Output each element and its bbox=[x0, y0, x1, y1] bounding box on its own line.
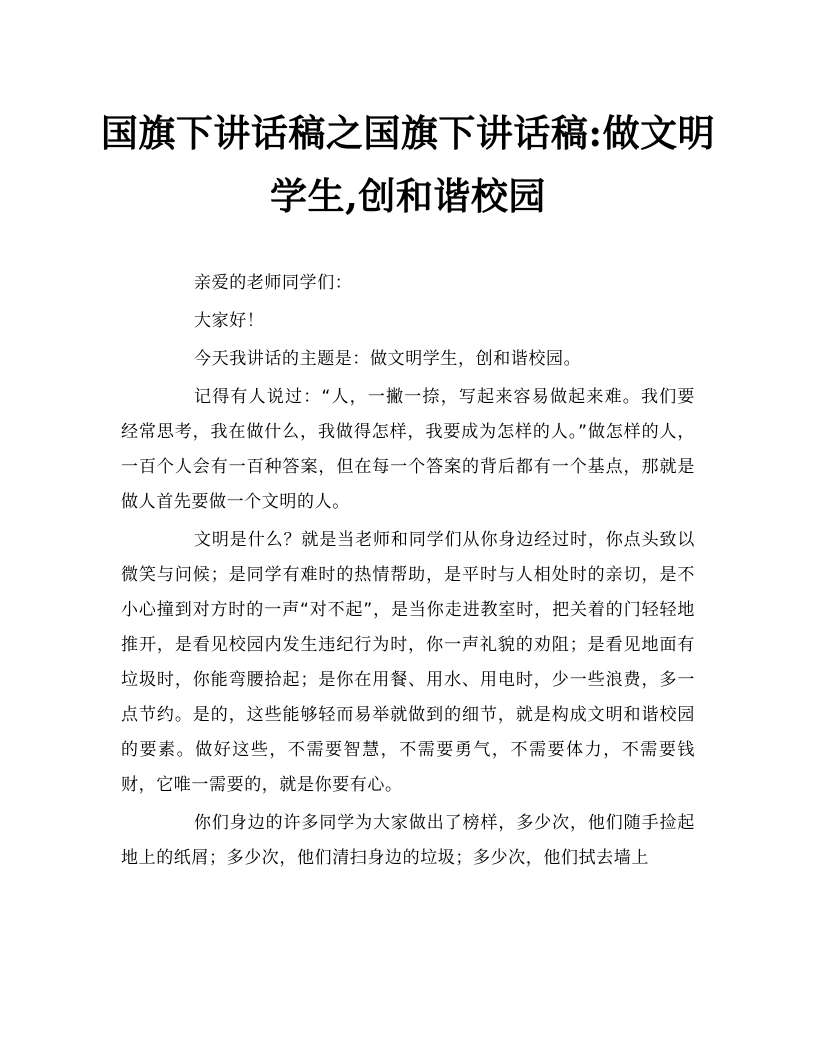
document-body bbox=[121, 266, 695, 879]
paragraph-topic: 今天我讲话的主题是：做文明学生，创和谐校园。 bbox=[194, 349, 582, 369]
paragraph-greeting: 大家好！ bbox=[194, 311, 265, 331]
paragraph-salutation: 亲爱的老师同学们： bbox=[194, 273, 353, 293]
document-title-line-1: 国旗下讲话稿之国旗下讲话稿:做文明 bbox=[100, 111, 716, 155]
paragraph-civility: 文明是什么？就是当老师和同学们从你身边经过时，你点头致以微笑与问候；是同学有难时的热情帮助，是平时与人相处时的亲切，是不小心撞到对方时的一声“对不起”，是当你走进教室时，把关着的门轻轻地推开，是看见校园内发生违纪行为时，你一声礼貌的劝阻；是看见地面有垃圾时，你能弯腰拾起；是你在用餐、用水、用电时，少一些浪费，多一点节约。是的，这些能够轻而易举就做到的细节，就是构成文明和谐校园的要素。做好这些，不需要智慧，不需要勇气，不需要体力，不需要钱财，它唯一需要的，就是你要有心。 bbox=[121, 530, 695, 795]
paragraph-examples: 你们身边的许多同学为大家做出了榜样，多少次，他们随手捡起地上的纸屑；多少次，他们清扫身边的垃圾；多少次，他们拭去墙上 bbox=[121, 813, 695, 868]
paragraph-quote: 记得有人说过：“人，一撇一捺，写起来容易做起来难。我们要经常思考，我在做什么，我做得怎样，我要成为怎样的人。”做怎样的人，一百个人会有一百种答案，但在每一个答案的背后都有一个基点，那就是做人首先要做一个文明的人。 bbox=[121, 387, 695, 512]
document-title-line-2: 学生,创和谐校园 bbox=[270, 174, 546, 218]
